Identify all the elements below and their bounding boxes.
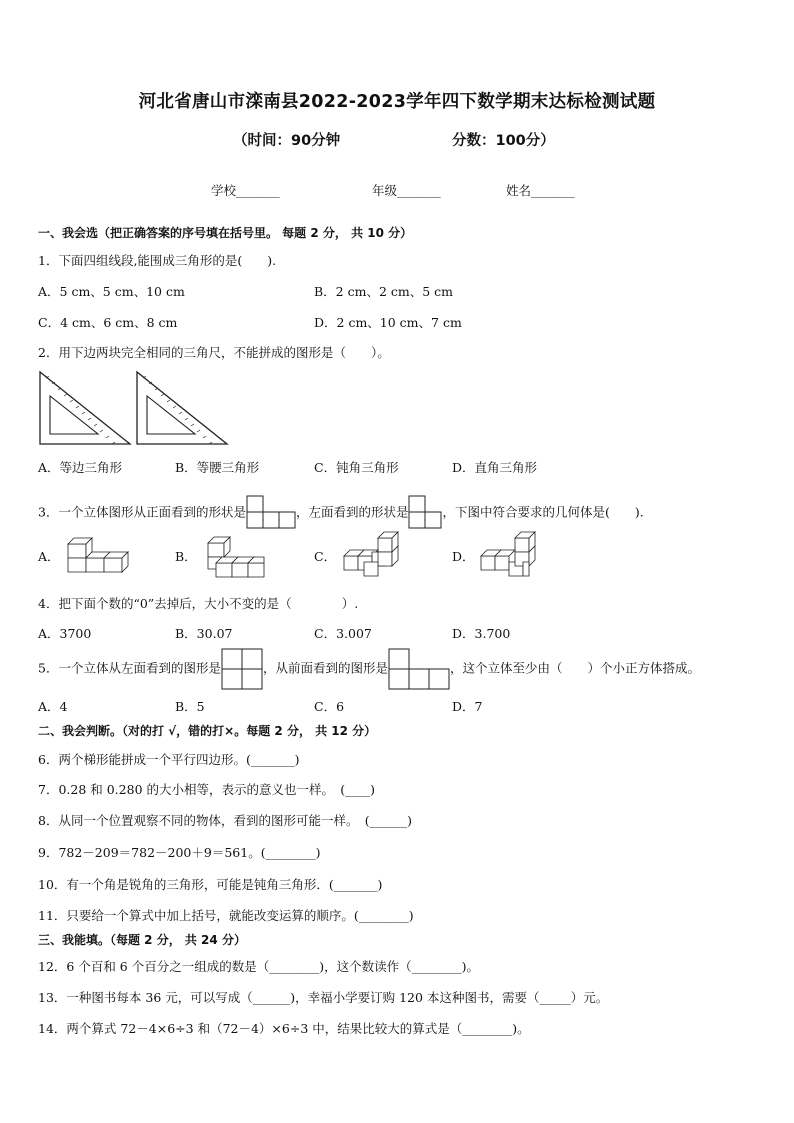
- q2-option-a[interactable]: A．等边三角形: [38, 460, 123, 475]
- q2-option-d[interactable]: D．直角三角形: [452, 460, 538, 475]
- section-2-heading: 二、我会判断。（对的打 √，错的打×。每题 2 分， 共 12 分）: [38, 724, 377, 738]
- q5-option-b[interactable]: B．5: [175, 699, 205, 714]
- question-9: 9．782－209＝782－200＋9＝561。(________): [38, 845, 321, 860]
- exam-time: （时间：90分钟: [233, 133, 341, 149]
- q5-option-a[interactable]: A．4: [38, 699, 68, 714]
- q2-option-b[interactable]: B．等腰三角形: [175, 460, 260, 475]
- q1-option-a[interactable]: A．5 cm、5 cm、10 cm: [38, 284, 185, 299]
- q4-option-c[interactable]: C．3.007: [314, 626, 372, 641]
- q5-stem-part-1: 5．一个立体从左面看到的图形是: [38, 660, 221, 676]
- q5-stem-part-2: ，从前面看到的图形是: [262, 660, 388, 676]
- question-12: 12．6 个百和 6 个百分之一组成的数是（________)，这个数读作（________)。: [38, 959, 479, 974]
- question-7: 7．0.28 和 0.280 的大小相等，表示的意义也一样。 (____): [38, 782, 375, 797]
- question-13: 13．一种图书每本 36 元，可以写成（______)，幸福小学要订购 120 本这种图书，需要（_____）元。: [38, 990, 609, 1005]
- question-8: 8．从同一个位置观察不同的物体，看到的图形可能一样。 (______): [38, 813, 412, 828]
- q4-option-d[interactable]: D．3.700: [452, 626, 511, 641]
- q3-option-b[interactable]: B．: [175, 549, 197, 564]
- q3-solid-d-icon: [479, 530, 541, 578]
- q3-option-a[interactable]: A．: [38, 549, 60, 564]
- q3-solid-b-icon: [204, 533, 268, 579]
- exam-score: 分数：100分）: [452, 133, 555, 149]
- q5-option-c[interactable]: C．6: [314, 699, 345, 714]
- q3-stem-part-3: ，下图中符合要求的几何体是( ).: [442, 504, 644, 520]
- q2-option-c[interactable]: C．钝角三角形: [314, 460, 399, 475]
- section-1-heading: 一、我会选（把正确答案的序号填在括号里。 每题 2 分， 共 10 分）: [38, 226, 413, 240]
- q5-left-view-icon: [221, 648, 263, 690]
- question-11: 11．只要给一个算式中加上括号，就能改变运算的顺序。(________): [38, 908, 414, 923]
- q5-front-view-icon: [388, 648, 450, 690]
- question-1-stem: 1．下面四组线段,能围成三角形的是( ).: [38, 253, 277, 268]
- q4-option-b[interactable]: B．30.07: [175, 626, 233, 641]
- q3-solid-c-icon: [342, 530, 404, 578]
- set-square-left-icon: [38, 370, 132, 446]
- q3-stem-part-1: 3．一个立体图形从正面看到的形状是: [38, 504, 246, 520]
- set-square-right-icon: [135, 370, 229, 446]
- q1-option-d[interactable]: D．2 cm、10 cm、7 cm: [314, 315, 462, 330]
- question-14: 14．两个算式 72－4×6÷3 和（72－4）×6÷3 中，结果比较大的算式是（________)。: [38, 1021, 530, 1036]
- q1-option-b[interactable]: B．2 cm、2 cm、5 cm: [314, 284, 454, 299]
- front-view-icon: [246, 495, 296, 531]
- grade-field[interactable]: 年级_______: [372, 183, 441, 198]
- school-field[interactable]: 学校_______: [211, 183, 280, 198]
- q3-option-d[interactable]: D．: [452, 549, 475, 564]
- q1-option-c[interactable]: C．4 cm、6 cm、8 cm: [38, 315, 178, 330]
- name-field[interactable]: 姓名_______: [506, 183, 575, 198]
- q3-solid-a-icon: [66, 534, 134, 576]
- left-view-icon: [408, 495, 442, 531]
- question-5-stem: [38, 648, 700, 690]
- q3-option-c[interactable]: C．: [314, 549, 337, 564]
- question-3-stem: [38, 495, 644, 531]
- q5-option-d[interactable]: D．7: [452, 699, 483, 714]
- question-10: 10．有一个角是锐角的三角形，可能是钝角三角形．(_______): [38, 877, 383, 892]
- q3-stem-part-2: ，左面看到的形状是: [295, 504, 409, 520]
- q4-option-a[interactable]: A．3700: [38, 626, 92, 641]
- question-2-stem: 2．用下边两块完全相同的三角尺，不能拼成的图形是（ ）。: [38, 345, 390, 360]
- question-4-stem: 4．把下面个数的“0”去掉后，大小不变的是（ ）.: [38, 596, 359, 611]
- section-3-heading: 三、我能填。（每题 2 分， 共 24 分）: [38, 933, 246, 947]
- exam-title: 河北省唐山市滦南县2022-2023学年四下数学期末达标检测试题: [138, 92, 656, 112]
- question-6: 6．两个梯形能拼成一个平行四边形。(_______): [38, 752, 300, 767]
- q5-stem-part-3: ，这个立体至少由（ ）个小正方体搭成。: [449, 660, 700, 676]
